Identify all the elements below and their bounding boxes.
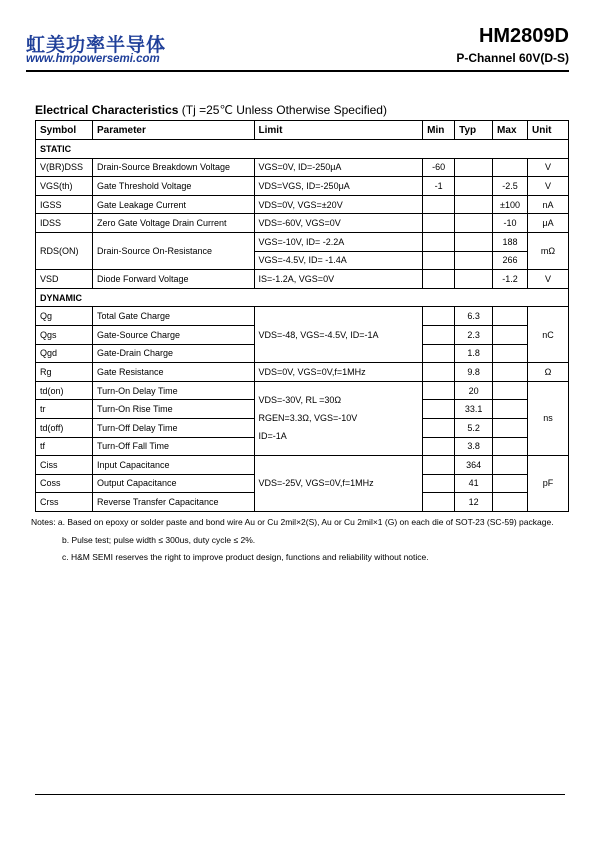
parameter-cell: Diode Forward Voltage: [92, 270, 254, 289]
typ-cell: 33.1: [455, 400, 493, 419]
parameter-cell: Gate Threshold Voltage: [92, 177, 254, 196]
symbol-cell: IGSS: [36, 195, 93, 214]
symbol-cell: tf: [36, 437, 93, 456]
symbol-cell: VSD: [36, 270, 93, 289]
symbol-cell: td(on): [36, 381, 93, 400]
header-limit: Limit: [254, 121, 423, 140]
max-cell: ±100: [493, 195, 528, 214]
table-row: [36, 232, 569, 251]
typ-cell: [455, 195, 493, 214]
min-cell: -60: [423, 158, 455, 177]
part-subtitle: P-Channel 60V(D-S): [456, 51, 569, 65]
max-cell: [493, 363, 528, 382]
table-row: [36, 214, 569, 233]
limit-cell: VGS=0V, ID=-250μA: [254, 158, 423, 177]
typ-cell: 1.8: [455, 344, 493, 363]
note-c: c. H&M SEMI reserves the right to improve product design, functions and reliability without notice.: [62, 552, 429, 562]
typ-cell: 41: [455, 474, 493, 493]
header-typ: Typ: [455, 121, 493, 140]
min-cell: [423, 400, 455, 419]
symbol-cell: Coss: [36, 474, 93, 493]
company-website: www.hmpowersemi.com: [26, 53, 160, 65]
max-cell: [493, 474, 528, 493]
parameter-cell: Turn-Off Delay Time: [92, 418, 254, 437]
switch-condition-1: VDS=-30V, RL =30Ω: [258, 395, 342, 406]
table-row: [36, 456, 569, 475]
table-row: [36, 177, 569, 196]
note-b: b. Pulse test; pulse width ≤ 300us, duty cycle ≤ 2%.: [62, 534, 256, 545]
parameter-cell: Drain-Source On-Resistance: [92, 232, 254, 269]
switch-condition-3: ID=-1A: [258, 431, 287, 442]
parameter-cell: Zero Gate Voltage Drain Current: [92, 214, 254, 233]
parameter-cell: Input Capacitance: [92, 456, 254, 475]
max-cell: [493, 418, 528, 437]
typ-cell: [455, 214, 493, 233]
max-cell: -1.2: [493, 270, 528, 289]
min-cell: [423, 307, 455, 326]
limit-cell: VDS=-48, VGS=-4.5V, ID=-1A: [254, 307, 423, 363]
symbol-cell: td(off): [36, 418, 93, 437]
limit-cell: VDS=-60V, VGS=0V: [254, 214, 423, 233]
limit-cell: VDS=-25V, VGS=0V,f=1MHz: [254, 456, 423, 512]
unit-cell: mΩ: [528, 232, 569, 269]
table-row: [36, 307, 569, 326]
symbol-cell: tr: [36, 400, 93, 419]
footer-divider: [35, 794, 565, 795]
min-cell: [423, 344, 455, 363]
header-symbol: Symbol: [36, 121, 93, 140]
typ-cell: 2.3: [455, 325, 493, 344]
limit-cell: VDS=0V, VGS=±20V: [254, 195, 423, 214]
typ-cell: [455, 158, 493, 177]
unit-cell: ns: [528, 381, 569, 455]
group-label-dynamic: DYNAMIC: [36, 288, 569, 307]
group-row-dynamic: [36, 288, 569, 307]
switch-condition-2: RGEN=3.3Ω, VGS=-10V: [258, 413, 358, 424]
unit-cell: μA: [528, 214, 569, 233]
notes-section: [31, 514, 554, 567]
max-cell: [493, 344, 528, 363]
max-cell: -10: [493, 214, 528, 233]
unit-cell: Ω: [528, 363, 569, 382]
table-row: [36, 363, 569, 382]
max-cell: [493, 400, 528, 419]
min-cell: [423, 363, 455, 382]
typ-cell: 20: [455, 381, 493, 400]
min-cell: [423, 214, 455, 233]
max-cell: [493, 456, 528, 475]
max-cell: [493, 381, 528, 400]
typ-cell: 12: [455, 493, 493, 512]
typ-cell: [455, 251, 493, 270]
header-unit: Unit: [528, 121, 569, 140]
max-cell: -2.5: [493, 177, 528, 196]
parameter-cell: Turn-Off Fall Time: [92, 437, 254, 456]
min-cell: [423, 456, 455, 475]
typ-cell: 3.8: [455, 437, 493, 456]
unit-cell: nC: [528, 307, 569, 363]
typ-cell: [455, 177, 493, 196]
part-number: HM2809D: [478, 25, 569, 47]
parameter-cell: Gate Leakage Current: [92, 195, 254, 214]
section-title: [35, 103, 387, 117]
max-cell: 188: [493, 232, 528, 251]
table-row: [36, 195, 569, 214]
symbol-cell: IDSS: [36, 214, 93, 233]
unit-cell: pF: [528, 456, 569, 512]
max-cell: [493, 158, 528, 177]
min-cell: [423, 270, 455, 289]
unit-cell: V: [528, 270, 569, 289]
header-parameter: Parameter: [92, 121, 254, 140]
limit-cell: VGS=-10V, ID= -2.2A: [254, 232, 423, 251]
electrical-characteristics-table: [35, 120, 569, 512]
min-cell: [423, 251, 455, 270]
header-min: Min: [423, 121, 455, 140]
parameter-cell: Output Capacitance: [92, 474, 254, 493]
unit-cell: V: [528, 158, 569, 177]
group-row-static: [36, 140, 569, 159]
min-cell: [423, 418, 455, 437]
header-divider: [26, 70, 569, 72]
min-cell: [423, 232, 455, 251]
min-cell: [423, 195, 455, 214]
parameter-cell: Gate Resistance: [92, 363, 254, 382]
symbol-cell: Qg: [36, 307, 93, 326]
parameter-cell: Reverse Transfer Capacitance: [92, 493, 254, 512]
parameter-cell: Gate-Drain Charge: [92, 344, 254, 363]
company-logo-chinese: 虹美功率半导体: [26, 34, 167, 56]
symbol-cell: V(BR)DSS: [36, 158, 93, 177]
parameter-cell: Drain-Source Breakdown Voltage: [92, 158, 254, 177]
typ-cell: 9.8: [455, 363, 493, 382]
typ-cell: [455, 270, 493, 289]
unit-cell: V: [528, 177, 569, 196]
unit-cell: nA: [528, 195, 569, 214]
limit-cell: VDS=0V, VGS=0V,f=1MHz: [254, 363, 423, 382]
max-cell: [493, 437, 528, 456]
group-label-static: STATIC: [36, 140, 569, 159]
symbol-cell: Ciss: [36, 456, 93, 475]
min-cell: [423, 381, 455, 400]
parameter-cell: Turn-On Delay Time: [92, 381, 254, 400]
symbol-cell: Crss: [36, 493, 93, 512]
limit-cell: IS=-1.2A, VGS=0V: [254, 270, 423, 289]
typ-cell: [455, 232, 493, 251]
min-cell: [423, 437, 455, 456]
min-cell: [423, 474, 455, 493]
parameter-cell: Turn-On Rise Time: [92, 400, 254, 419]
table-row: [36, 270, 569, 289]
min-cell: [423, 325, 455, 344]
typ-cell: 6.3: [455, 307, 493, 326]
limit-cell: VDS=VGS, ID=-250μA: [254, 177, 423, 196]
symbol-cell: VGS(th): [36, 177, 93, 196]
max-cell: [493, 325, 528, 344]
symbol-cell: Rg: [36, 363, 93, 382]
min-cell: [423, 493, 455, 512]
section-title-condition: (Tj =25℃ Unless Otherwise Specified): [178, 103, 387, 117]
parameter-cell: Gate-Source Charge: [92, 325, 254, 344]
note-a: Notes: a. Based on epoxy or solder paste and bond wire Au or Cu 2mil×2(S), Au or Cu 2mil×1 (G) on each die of SOT-23 (SC-59) package.: [31, 517, 554, 527]
max-cell: 266: [493, 251, 528, 270]
section-title-bold: Electrical Characteristics: [35, 103, 179, 117]
table-header-row: [36, 121, 569, 140]
header-max: Max: [493, 121, 528, 140]
limit-cell: [254, 381, 423, 455]
limit-cell: VGS=-4.5V, ID= -1.4A: [254, 251, 423, 270]
min-cell: -1: [423, 177, 455, 196]
typ-cell: 364: [455, 456, 493, 475]
symbol-cell: RDS(ON): [36, 232, 93, 269]
parameter-cell: Total Gate Charge: [92, 307, 254, 326]
typ-cell: 5.2: [455, 418, 493, 437]
max-cell: [493, 307, 528, 326]
symbol-cell: Qgd: [36, 344, 93, 363]
table-row: [36, 158, 569, 177]
table-row: [36, 381, 569, 400]
max-cell: [493, 493, 528, 512]
symbol-cell: Qgs: [36, 325, 93, 344]
